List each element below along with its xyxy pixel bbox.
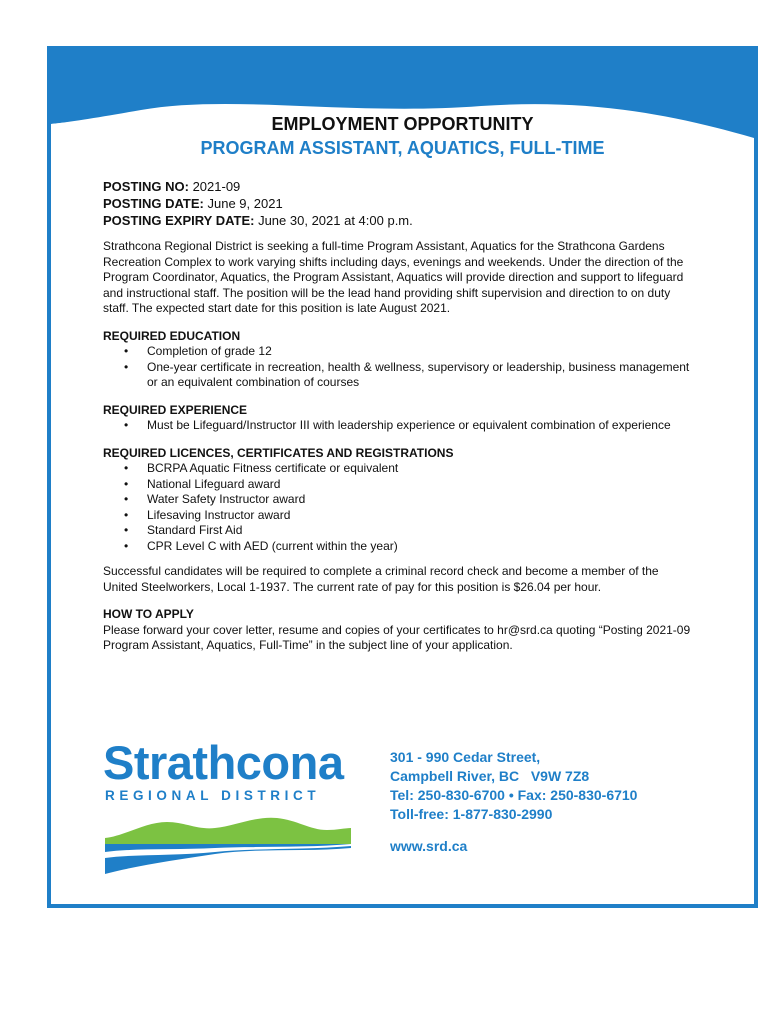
list-item: • BCRPA Aquatic Fitness certificate or equivalent	[147, 461, 693, 477]
list-item: • Completion of grade 12	[147, 344, 693, 360]
list-item: • Water Safety Instructor award	[147, 492, 693, 508]
pay-paragraph: Successful candidates will be required to complete a criminal record check and become a member of the United Steelworkers, Local 1-1937. The current rate of pay for this position is $26.04 per hour.	[103, 564, 659, 594]
list-item: • CPR Level C with AED (current within the year)	[147, 539, 693, 555]
licences-heading: REQUIRED LICENCES, CERTIFICATES AND REGISTRATIONS	[103, 445, 454, 460]
list-item: • National Lifeguard award	[147, 477, 693, 493]
experience-list	[103, 418, 693, 434]
list-item: • Lifesaving Instructor award	[147, 508, 693, 524]
licences-list	[103, 461, 693, 554]
education-heading: REQUIRED EDUCATION	[103, 328, 241, 343]
toll-free: Toll-free: 1-877-830-2990	[390, 806, 553, 822]
website-link[interactable]: www.srd.ca	[390, 838, 468, 854]
posting-number: POSTING NO: 2021-09	[103, 179, 241, 194]
document-frame	[47, 46, 758, 908]
phone-fax: Tel: 250-830-6700 • Fax: 250-830-6710	[390, 787, 638, 803]
posting-date: POSTING DATE: June 9, 2021	[103, 196, 283, 211]
address-line-1: 301 - 990 Cedar Street,	[390, 749, 541, 765]
experience-heading: REQUIRED EXPERIENCE	[103, 402, 248, 417]
footer	[103, 738, 703, 878]
education-list	[103, 344, 693, 391]
page-subtitle: PROGRAM ASSISTANT, AQUATICS, FULL-TIME	[200, 138, 605, 158]
address-line-2: Campbell River, BC V9W 7Z8	[390, 768, 590, 784]
list-item: • One-year certificate in recreation, health & wellness, supervisory or leadership, business management or an equivalent combination of courses	[147, 360, 693, 391]
page-title: EMPLOYMENT OPPORTUNITY	[271, 114, 534, 134]
posting-content	[103, 178, 693, 654]
apply-paragraph: Please forward your cover letter, resume and copies of your certificates to hr@srd.ca quoting “Posting 2021-09 Program Assistant, Aquatics, Full-Time” in the subject line of your application.	[103, 622, 691, 652]
intro-paragraph: Strathcona Regional District is seeking a full-time Program Assistant, Aquatics for the Strathcona Gardens Recreation Complex to work varying shifts including days, evenings and weekends. Under the direction of the Program Coordinator, Aquatics, the Program Assistant, Aquatics will provide direction and support to lifeguard and instructional staff. The position will be the lead hand providing shift supervision and direction to on duty staff. The expected start date for this position is late August 2021.	[103, 239, 684, 315]
list-item: • Standard First Aid	[147, 523, 693, 539]
logo-wordmark: Strathcona	[103, 736, 344, 789]
posting-expiry-date: POSTING EXPIRY DATE: June 30, 2021 at 4:00 p.m.	[103, 213, 413, 228]
apply-heading: HOW TO APPLY	[103, 607, 194, 621]
logo-subtitle: REGIONAL DISTRICT	[105, 788, 321, 803]
logo-landscape-graphic	[105, 808, 351, 874]
contact-block	[390, 748, 637, 856]
list-item: • Must be Lifeguard/Instructor III with leadership experience or equivalent combination of experience	[147, 418, 693, 434]
